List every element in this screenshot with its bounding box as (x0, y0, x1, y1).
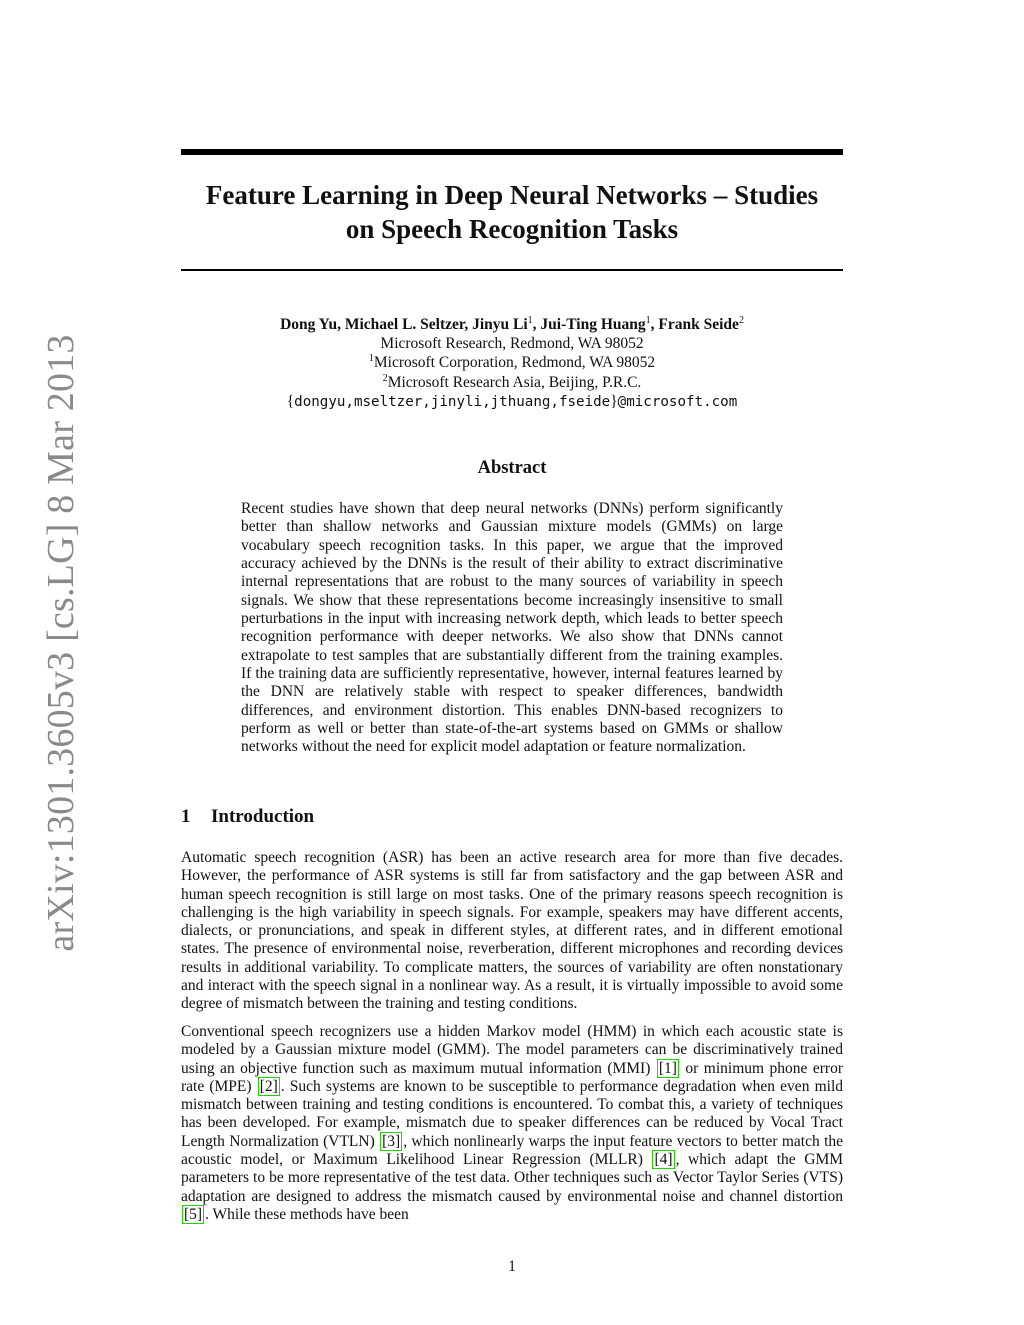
section-title: Introduction (211, 806, 315, 827)
page-number: 1 (508, 1258, 516, 1275)
title-bottom-rule (181, 269, 843, 271)
intro-paragraph-1: Automatic speech recognition (ASR) has been an active research area for more than five decades. However, the performance of ASR systems is still far from satisfactory and the gap between ASR and human speech recognition is still large on most tasks. One of the primary reasons speech recognition is challenging is the high variability in speech signals. For example, speakers may have different accents, dialects, or pronunciations, and speak in different styles, at different rates, and in different emotional states. The presence of environmental noise, reverberation, different microphones and recording devices results in additional variability. To complicate matters, the sources of variability are often nonstationary and interact with the speech signal in a nonlinear way. As a result, it is virtually impossible to avoid some degree of mismatch between the training and testing conditions. (181, 849, 843, 1013)
affiliation-1: $^1$Microsoft Corporation, Redmond, WA 98052 (368, 353, 656, 372)
arxiv-identifier: arXiv:1301.3605v3 [cs.LG] 8 Mar 2013 (39, 334, 82, 952)
author-emails: {dongyu,mseltzer,jinyli,jthuang,fseide}@microsoft.com (286, 392, 738, 410)
title-top-rule (181, 149, 843, 155)
section-heading-introduction (181, 806, 314, 828)
affiliation-2: $^2$Microsoft Research Asia, Beijing, P.R.C. (382, 372, 642, 391)
title-line-2: on Speech Recognition Tasks (345, 214, 679, 244)
abstract-heading: Abstract (477, 458, 547, 478)
author-block (181, 315, 843, 412)
citation-link-1[interactable]: [1] (658, 1059, 677, 1077)
citation-link-2[interactable]: [2] (259, 1077, 278, 1095)
paper-title (181, 178, 843, 246)
title-line-1: Feature Learning in Deep Neural Networks – Studies (205, 180, 819, 210)
intro-paragraph-2: Conventional speech recognizers use a hidden Markov model (HMM) in which each acoustic state is modeled by a Gaussian mixture model (GMM). The model parameters can be discriminatively trained using an objective function such as maximum mutual information (MMI) [1] or minimum phone error rate (MPE) [2] . Such systems are known to be susceptible to performance degradation when even mild mismatch between training and testing conditions is encountered. To combat this, a variety of techniques has been developed. For example, mismatch due to speaker differences can be reduced by Vocal Tract Length Normalization (VTLN) [3] , which nonlinearly warps the input feature vectors to better match the acoustic model, or Maximum Likelihood Linear Regression (MLLR) [4] , which adapt the GMM parameters to be more representative of the test data. Other techniques such as Vector Taylor Series (VTS) adaptation are designed to address the mismatch caused by environmental noise and channel distortion [5] . While these methods have been (181, 1023, 844, 1223)
citation-link-3[interactable]: [3] (382, 1132, 401, 1150)
affiliation-0: Microsoft Research, Redmond, WA 98052 (380, 335, 644, 353)
section-number: 1 (181, 806, 191, 827)
author-names: Dong Yu, Michael L. Seltzer, Jinyu Li$^1$, Jui-Ting Huang$^1$, Frank Seide$^2$ (280, 315, 744, 333)
citation-link-5[interactable]: [5] (184, 1205, 203, 1223)
abstract-text: Recent studies have shown that deep neural networks (DNNs) perform significantly better than shallow networks and Gaussian mixture models (GMMs) on large vocabulary speech recognition tasks. In this paper, we argue that the improved accuracy achieved by the DNNs is the result of their ability to extract discriminative internal representations that are robust to the many sources of variability in speech signals. We show that these representations become increasingly insensitive to small perturbations in the input with increasing network depth, which leads to better speech recognition performance with deeper networks. We also show that DNNs cannot extrapolate to test samples that are substantially different from the training examples. If the training data are sufficiently representative, however, internal features learned by the DNN are relatively stable with respect to speaker differences, bandwidth differences, and environment distortion. This enables DNN-based recognizers to perform as well or better than state-of-the-art systems based on GMMs or shallow networks without the need for explicit model adaptation or feature normalization. (241, 500, 783, 756)
citation-link-4[interactable]: [4] (654, 1151, 673, 1169)
arxiv-watermark (37, 334, 84, 952)
